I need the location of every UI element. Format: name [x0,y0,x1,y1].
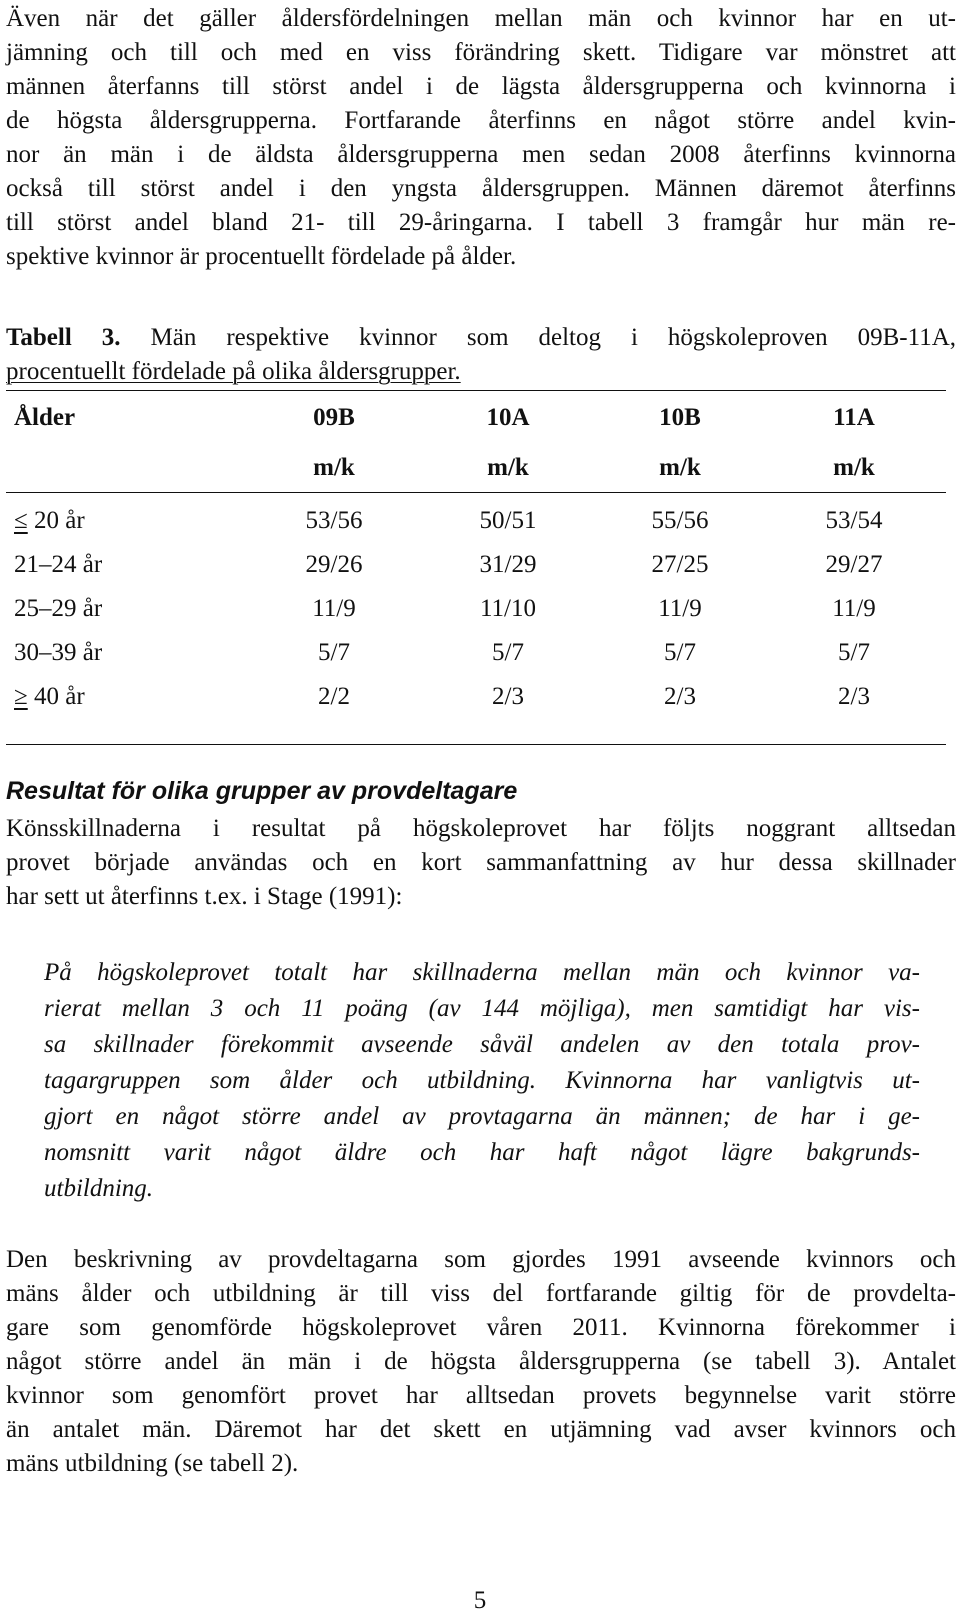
text-line: något större andel än män i de högsta åldersgrupperna (se tabell 3). Antalet [6,1348,956,1375]
intro-paragraph [6,2,956,274]
column-subheader: m/k [659,454,701,481]
column-subheader: m/k [833,454,875,481]
quote-line: rierat mellan 3 och 11 poäng (av 144 möjliga), men samtidigt har vis- [44,995,920,1022]
caption-label: Tabell 3. [6,324,121,351]
table-cell: 11/9 [658,595,702,622]
caption-line [6,321,956,355]
column-subheader: m/k [313,454,355,481]
table-cell: 11/9 [832,595,876,622]
table-cell: 5/7 [664,639,696,666]
table-cell: 31/29 [479,551,537,578]
quote-line: tagargruppen som ålder och utbildning. Kvinnorna har vanligtvis ut- [44,1067,920,1094]
column-header-11A: 11A [833,404,875,431]
quote-line: gjort en något större andel av provtagarna än männen; de har i ge- [44,1103,920,1130]
table-header-rule [6,492,946,493]
age-label: 20 år [33,507,85,534]
text-line: Även när det gäller åldersfördelningen mellan män och kvinnor har en ut- [6,5,956,32]
table-bottom-rule [6,744,946,745]
less-equal-symbol: ≤ [14,507,28,534]
quote-line: utbildning. [44,1175,154,1202]
text-line: kvinnor som genomfört provet har alltsedan provets begynnelse varit större [6,1382,956,1409]
quote-line: sa skillnader förekommit avseende såväl andelen av den totala prov- [44,1031,920,1058]
table-cell: 53/56 [305,507,363,534]
age-label: 40 år [33,683,85,710]
column-header-10B: 10B [659,404,701,431]
age-cell [14,506,85,536]
column-header-09B: 09B [313,404,355,431]
age-column-header: Ålder [14,404,76,431]
table-caption [6,321,956,389]
page-number: 5 [473,1587,487,1614]
quote-line: På högskoleprovet totalt har skillnaderna mellan män och kvinnor va- [44,959,920,986]
text-line: än antalet män. Däremot har det skett en utjämning vad avser kvinnors och [6,1416,956,1443]
section-heading: Resultat för olika grupper av provdeltagare [6,777,518,805]
text-line: spektive kvinnor är procentuellt fördelade på ålder. [6,243,517,270]
table-top-rule [6,390,946,391]
caption-text: Män respektive kvinnor som deltog i högskoleproven 09B-11A, [120,324,956,351]
greater-equal-symbol: ≥ [14,683,28,710]
table-cell: 55/56 [651,507,709,534]
block-quote [44,955,920,1207]
table-cell: 11/9 [312,595,356,622]
column-header-10A: 10A [486,404,530,431]
table-cell: 29/26 [305,551,363,578]
table-cell: 11/10 [479,595,537,622]
summary-paragraph [6,1243,956,1481]
text-line: Könsskillnaderna i resultat på högskoleprovet har följts noggrant alltsedan [6,815,956,842]
text-line: mäns ålder och utbildning är till viss del fortfarande giltig för de provdelta- [6,1280,956,1307]
text-line: också till störst andel i den yngsta åldersgruppen. Männen däremot återfinns [6,175,956,202]
quote-line: nomsnitt varit något äldre och har haft något lägre bakgrunds- [44,1139,920,1166]
text-line: Den beskrivning av provdeltagarna som gjordes 1991 avseende kvinnors och [6,1246,956,1273]
table-cell: 2/2 [318,683,350,710]
table-cell: 29/27 [825,551,883,578]
table-cell: 2/3 [664,683,696,710]
table-cell: 27/25 [651,551,709,578]
age-cell: 21–24 år [14,551,103,578]
table-cell: 5/7 [492,639,524,666]
table-cell: 2/3 [838,683,870,710]
text-line: nor än män i de äldsta åldersgrupperna men sedan 2008 återfinns kvinnorna [6,141,956,168]
text-line: mäns utbildning (se tabell 2). [6,1450,299,1477]
caption-text-continued: procentuellt fördelade på olika åldersgrupper. [6,358,461,385]
table-cell: 53/54 [825,507,883,534]
text-line: jämning och till och med en viss förändring skett. Tidigare var mönstret att [6,39,956,66]
age-cell: 25–29 år [14,595,103,622]
text-line: provet började användas och en kort sammanfattning av hur dessa skillnader [6,849,956,876]
age-cell [14,682,85,712]
table-cell: 5/7 [838,639,870,666]
results-paragraph [6,812,956,914]
text-line: till störst andel bland 21- till 29-åringarna. I tabell 3 framgår hur män re- [6,209,956,236]
text-line: har sett ut återfinns t.ex. i Stage (1991): [6,883,403,910]
text-line: männen återfanns till störst andel i de lägsta åldersgrupperna och kvinnorna i [6,73,956,100]
text-line: gare som genomförde högskoleprovet våren 2011. Kvinnorna förekommer i [6,1314,956,1341]
table-cell: 2/3 [492,683,524,710]
table-cell: 5/7 [318,639,350,666]
text-line: de högsta åldersgrupperna. Fortfarande återfinns en något större andel kvin- [6,107,956,134]
age-cell: 30–39 år [14,639,103,666]
table-cell: 50/51 [479,507,537,534]
column-subheader: m/k [487,454,529,481]
